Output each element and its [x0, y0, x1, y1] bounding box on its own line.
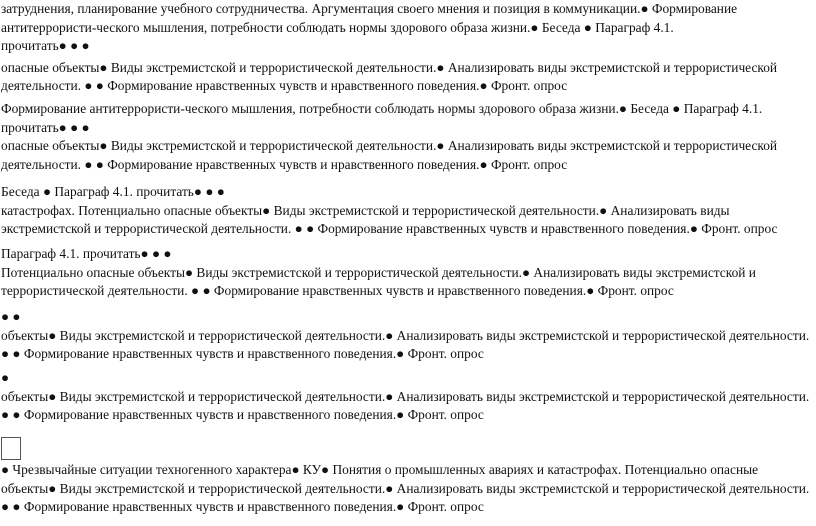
text-block-1 [1, 0, 815, 96]
text-line: объекты● Виды экстремистской и террористической деятельности.● Анализировать виды экстремистской и террористической деятельности. [1, 327, 810, 343]
text-line: экстремистской и террористической деятельности. ● ● Формирование нравственных чувств и нравственного поведения.● Фронт. опрос [1, 221, 778, 236]
text-line: террористической деятельности. ● ● Формирование нравственных чувств и нравственного поведения.● Фронт. опрос [1, 283, 674, 298]
text-line: ● ● Формирование нравственных чувств и нравственного поведения.● Фронт. опрос [1, 346, 484, 361]
text-line: объекты● Виды экстремистской и террористической деятельности.● Анализировать виды экстремистской и террористической деятельности. [1, 480, 810, 496]
text-line: прочитать● ● ● [1, 119, 90, 135]
empty-box [1, 437, 21, 460]
text-line: объекты● Виды экстремистской и террористической деятельности.● Анализировать виды экстремистской и террористической деятельности. [1, 388, 810, 404]
text-line: катастрофах. Потенциально опасные объекты● Виды экстремистской и террористической деятельности.● Анализировать виды [1, 202, 730, 218]
text-line: Формирование антитеррористи-ческого мышления, потребности соблюдать нормы здорового образа жизни.● Беседа ● Параграф 4.1. [1, 101, 763, 116]
text-block-5 [1, 308, 815, 364]
text-block-2 [1, 100, 815, 174]
text-line: Беседа ● Параграф 4.1. прочитать● ● ● [1, 184, 225, 199]
text-line: опасные объекты● Виды экстремистской и террористической деятельности.● Анализировать виды экстремистской и террористической [1, 138, 778, 153]
text-block-4 [1, 245, 815, 301]
text-block-7 [1, 461, 815, 517]
text-line: Потенциально опасные объекты● Виды экстремистской и террористической деятельности.● Анализировать виды экстремистской и [1, 264, 756, 280]
text-block-6 [1, 369, 815, 425]
text-line: затруднения, планирование учебного сотрудничества. Аргументация своего мнения и позиция в коммуникации.● Формирование [1, 1, 738, 16]
text-line: ● ● Формирование нравственных чувств и нравственного поведения.● Фронт. опрос [1, 499, 484, 514]
text-line: антитеррористи-ческого мышления, потребности соблюдать нормы здорового образа жизни.● Беседа ● Параграф 4.1. [1, 19, 674, 35]
text-line: прочитать● ● ● [1, 38, 90, 53]
text-line: деятельности. ● ● Формирование нравственных чувств и нравственного поведения.● Фронт. опрос [1, 78, 568, 93]
text-line: ● ● [1, 309, 21, 324]
text-line: ● [1, 370, 10, 385]
text-line: опасные объекты● Виды экстремистской и террористической деятельности.● Анализировать виды экстремистской и террористической [1, 59, 778, 75]
text-block-3 [1, 183, 815, 239]
text-line: Параграф 4.1. прочитать● ● ● [1, 246, 172, 261]
text-line: ● Чрезвычайные ситуации техногенного характера● КУ● Понятия о промышленных авариях и катастрофах. Потенциально опасные [1, 462, 759, 477]
text-line: деятельности. ● ● Формирование нравственных чувств и нравственного поведения.● Фронт. опрос [1, 156, 568, 172]
text-line: ● ● Формирование нравственных чувств и нравственного поведения.● Фронт. опрос [1, 407, 484, 422]
